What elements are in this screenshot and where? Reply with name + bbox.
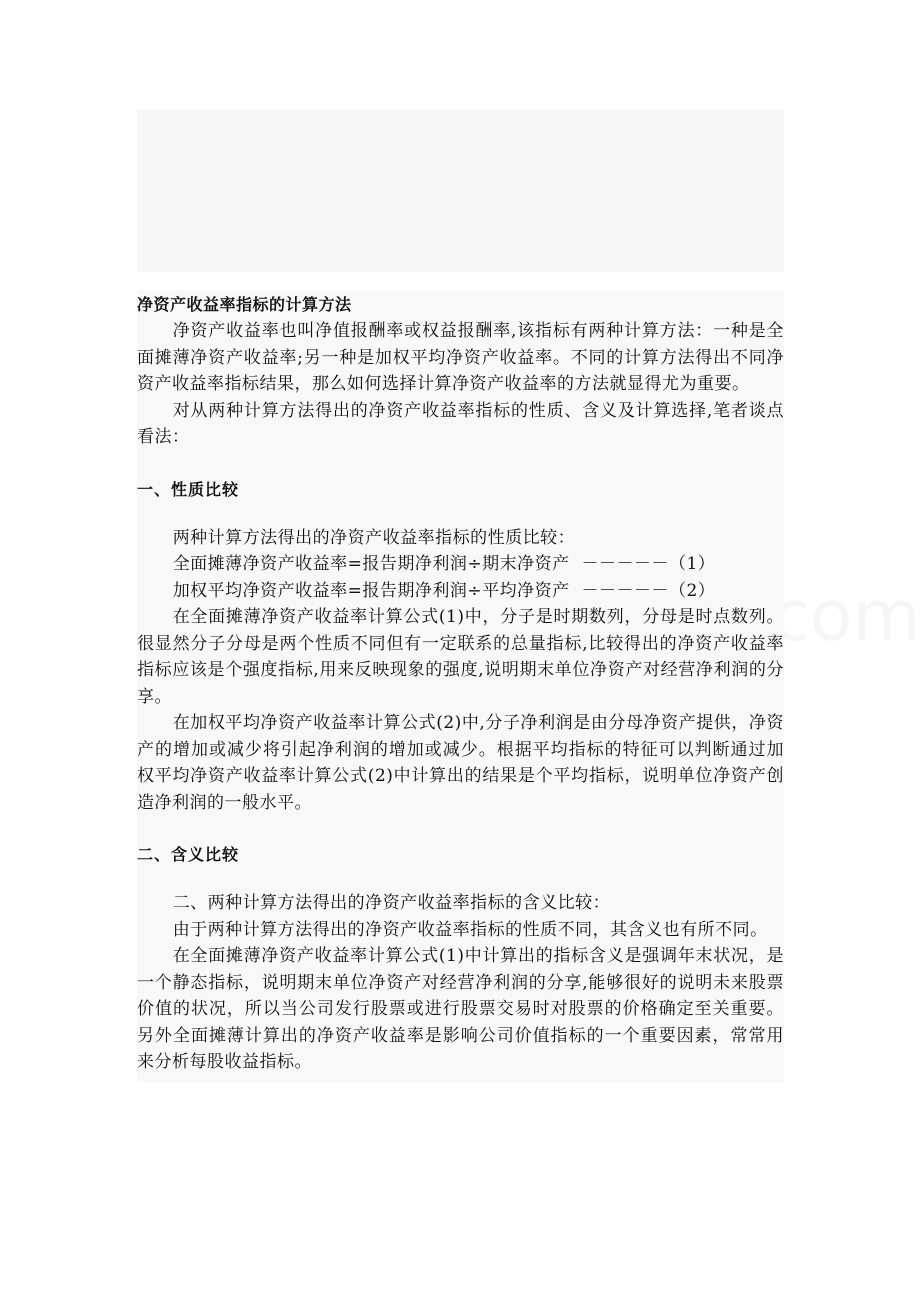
- document-title: 净资产收益率指标的计算方法: [137, 295, 352, 314]
- formula-1: 全面摊薄净资产收益率=报告期净利润÷期末净资产 －－－－－（1）: [172, 554, 716, 574]
- section-heading-nature: 一、性质比较: [137, 479, 240, 499]
- document-body: [137, 290, 784, 1082]
- section1-paragraph-2: 在加权平均净资产收益率计算公式(2)中,分子净利润是由分母净资产提供，净资产的增加或减少将引起净利润的增加或减少。根据平均指标的特征可以判断通过加权平均净资产收益率计算公式(2)中计算出的结果是个平均指标，说明单位净资产创造净利润的一般水平。: [137, 713, 784, 813]
- intro-paragraph-2: 对从两种计算方法得出的净资产收益率指标的性质、含义及计算选择,笔者谈点看法：: [137, 400, 784, 447]
- top-image-placeholder: [137, 110, 784, 272]
- intro-paragraph-1: 净资产收益率也叫净值报酬率或权益报酬率,该指标有两种计算方法：一种是全面摊薄净资产收益率;另一种是加权平均净资产收益率。不同的计算方法得出不同净资产收益率指标结果，那么如何选择计算净资产收益率的方法就显得尤为重要。: [137, 321, 784, 394]
- section2-paragraph-2: 在全面摊薄净资产收益率计算公式(1)中计算出的指标含义是强调年末状况，是一个静态指标，说明期末单位净资产对经营净利润的分享,能够很好的说明未来股票价值的状况，所以当公司发行股票或进行股票交易时对股票的价格确定至关重要。另外全面摊薄计算出的净资产收益率是影响公司价值指标的一个重要因素，常常用来分析每股收益指标。: [137, 946, 784, 1072]
- formula-2: 加权平均净资产收益率=报告期净利润÷平均净资产 －－－－－（2）: [172, 580, 716, 601]
- section1-paragraph-1: 在全面摊薄净资产收益率计算公式(1)中，分子是时期数列，分母是时点数列。很显然分子分母是两个性质不同但有一定联系的总量指标,比较得出的净资产收益率指标应该是个强度指标,用来反映现象的强度,说明期末单位净资产对经营净利润的分享。: [137, 607, 784, 707]
- section2-paragraph-1: 由于两种计算方法得出的净资产收益率指标的性质不同，其含义也有所不同。: [172, 919, 768, 940]
- section-heading-meaning: 二、含义比较: [137, 845, 240, 864]
- section1-lead: 两种计算方法得出的净资产收益率指标的性质比较：: [172, 527, 576, 548]
- section2-lead: 二、两种计算方法得出的净资产收益率指标的含义比较：: [172, 893, 611, 913]
